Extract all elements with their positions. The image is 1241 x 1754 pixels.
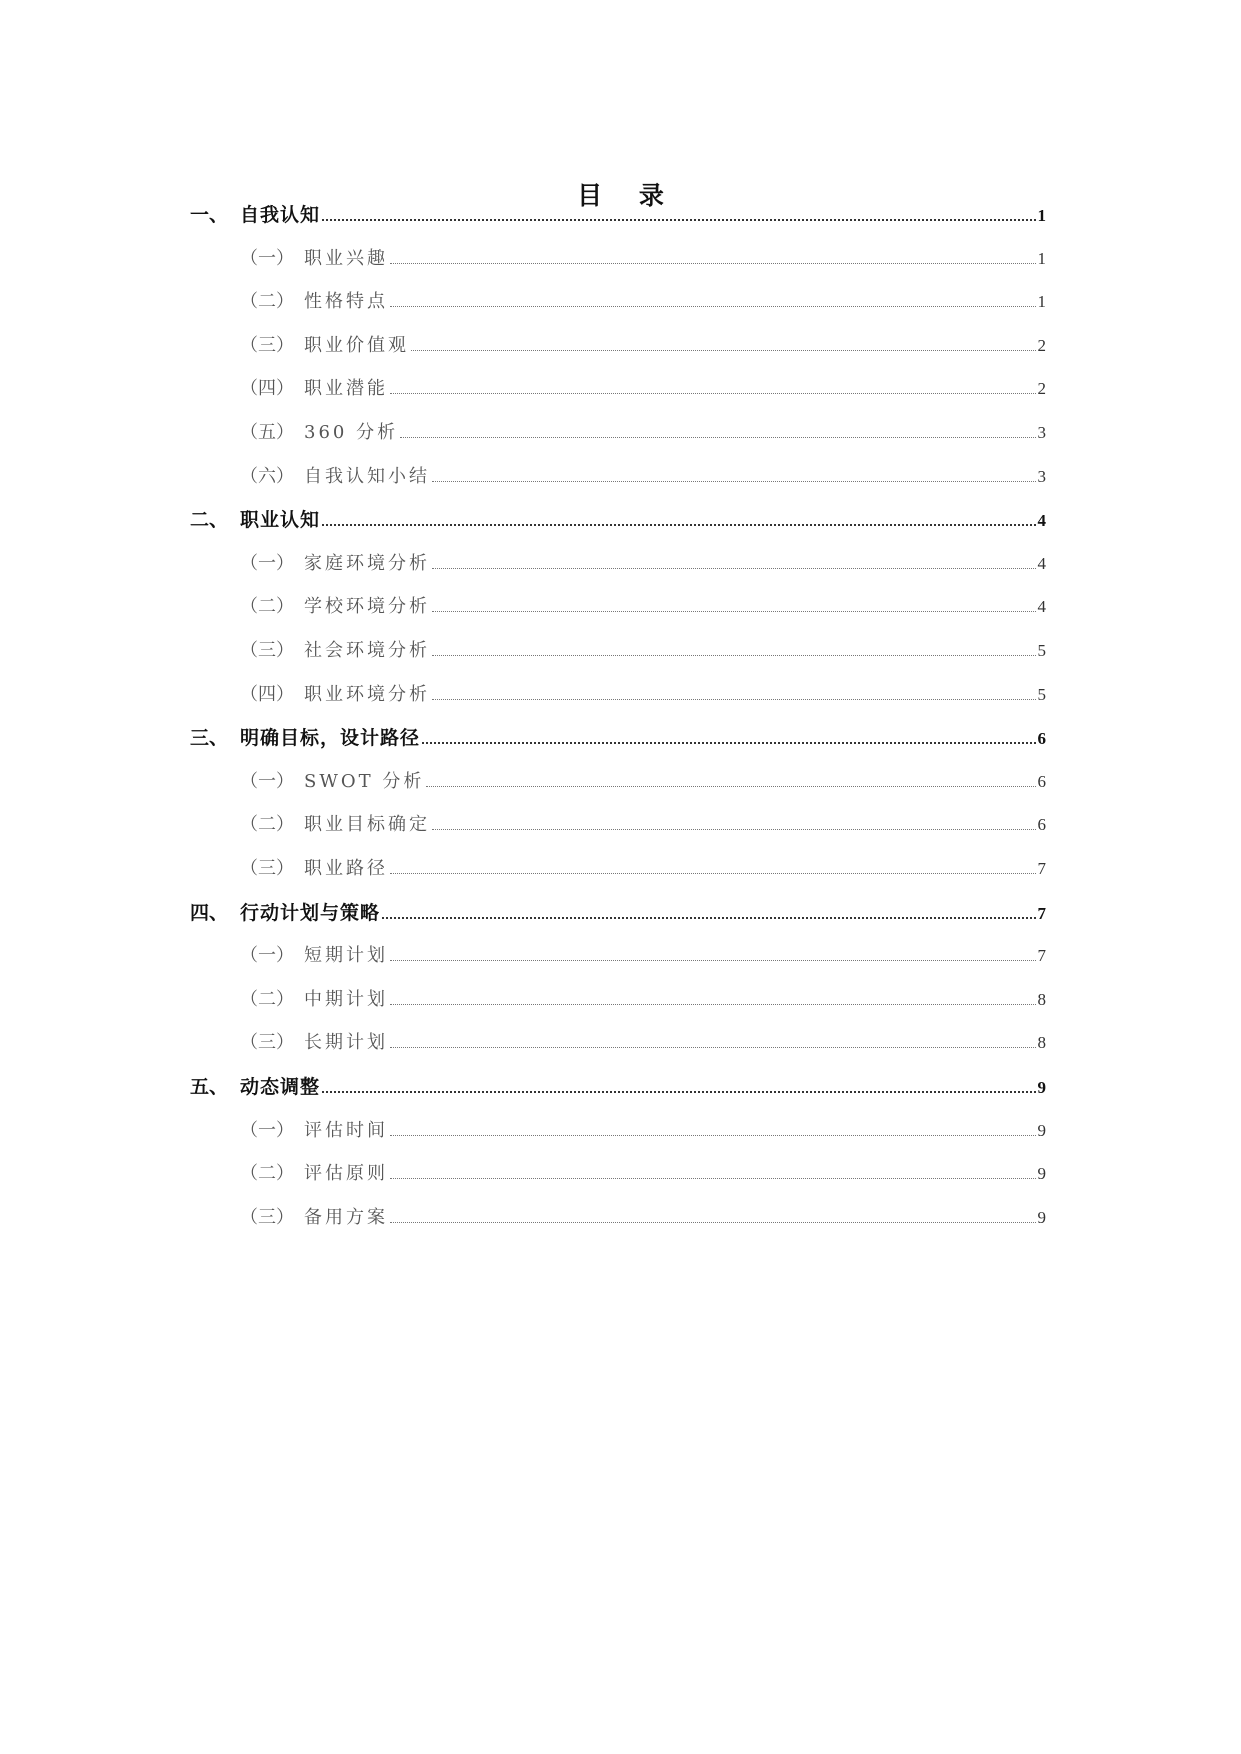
toc-entry-number: 二、 [190, 509, 229, 532]
toc-entry-title: 职业认知 [240, 509, 321, 532]
toc-dot-leader [432, 654, 1036, 656]
toc-dot-leader [426, 785, 1035, 787]
toc-page-number: 6 [1037, 729, 1046, 749]
toc-entry-title: 长期计划 [304, 1032, 388, 1054]
toc-entry-title: 短期计划 [304, 945, 388, 967]
toc-entry-number: （三） [240, 640, 294, 661]
toc-page-number: 3 [1037, 423, 1046, 442]
toc-dot-leader [390, 1221, 1036, 1223]
toc-entry-number: （五） [240, 422, 294, 443]
toc-page-number: 4 [1037, 511, 1046, 531]
toc-dot-leader [432, 828, 1036, 830]
toc-entry-number: （三） [240, 334, 294, 356]
toc-dot-leader [322, 218, 1035, 221]
toc-entry-title: 行动计划与策略 [240, 901, 381, 924]
toc-chapter-entry[interactable] [190, 898, 1046, 928]
toc-section-entry[interactable] [240, 1028, 1046, 1058]
toc-page-number: 9 [1037, 1078, 1046, 1097]
toc-entry-title: 学校环境分析 [304, 596, 430, 618]
toc-entry-title: 职业兴趣 [304, 247, 388, 269]
toc-entry-number: （三） [240, 858, 294, 879]
toc-page-number: 8 [1037, 1033, 1046, 1053]
toc-section-entry[interactable] [240, 985, 1046, 1015]
toc-dot-leader [390, 872, 1036, 874]
toc-dot-leader [390, 959, 1036, 961]
toc-entry-number: 三、 [190, 727, 229, 750]
toc-page-number: 7 [1037, 859, 1046, 878]
toc-page-number: 8 [1037, 989, 1046, 1009]
toc-page-number: 4 [1037, 553, 1046, 573]
toc-dot-leader [432, 480, 1036, 482]
toc-page-number: 7 [1037, 903, 1046, 923]
toc-entry-title: 评估时间 [304, 1119, 388, 1141]
toc-section-entry[interactable] [240, 680, 1046, 710]
toc-dot-leader [390, 1003, 1036, 1005]
toc-section-entry[interactable] [240, 244, 1046, 274]
toc-entry-number: （一） [240, 552, 294, 574]
toc-page-number: 6 [1037, 815, 1046, 835]
toc-entry-title: 职业潜能 [304, 378, 388, 400]
toc-page-number: 5 [1037, 684, 1046, 704]
toc-section-entry[interactable] [240, 549, 1046, 579]
toc-entry-number: （一） [240, 770, 294, 792]
toc-entry-number: （一） [240, 1119, 294, 1141]
toc-dot-leader [382, 916, 1035, 919]
toc-entry-title: 职业环境分析 [304, 683, 430, 705]
toc-page-number: 7 [1037, 946, 1046, 966]
toc-dot-leader [390, 305, 1036, 307]
toc-section-entry[interactable] [240, 810, 1046, 840]
toc-dot-leader [432, 567, 1036, 569]
toc-entry-number: （二） [240, 988, 294, 1010]
toc-page-number: 9 [1037, 1120, 1046, 1140]
toc-dot-leader [322, 1090, 1035, 1093]
toc-entry-title: 家庭环境分析 [304, 552, 430, 574]
toc-entry-number: （四） [240, 378, 294, 400]
toc-chapter-entry[interactable] [190, 723, 1046, 753]
toc-entry-number: （二） [240, 291, 294, 313]
toc-section-entry[interactable] [240, 374, 1046, 404]
toc-page-number: 1 [1037, 206, 1046, 225]
toc-page-number: 4 [1037, 597, 1046, 617]
toc-dot-leader [390, 1177, 1036, 1179]
toc-entry-title: 社会环境分析 [304, 640, 430, 661]
toc-section-entry[interactable] [240, 941, 1046, 971]
toc-entry-number: （二） [240, 814, 294, 836]
toc-entry-number: 一、 [190, 204, 229, 226]
toc-dot-leader [390, 262, 1036, 264]
toc-page-number: 3 [1037, 466, 1046, 486]
toc-dot-leader [390, 1046, 1036, 1048]
toc-dot-leader [432, 698, 1036, 700]
toc-dot-leader [390, 392, 1036, 394]
toc-section-entry[interactable] [240, 1159, 1046, 1189]
toc-section-entry[interactable] [240, 767, 1046, 797]
toc-entry-title: 职业路径 [304, 858, 388, 879]
toc-entry-title: 性格特点 [304, 291, 388, 313]
toc-page-number: 1 [1037, 292, 1046, 312]
toc-section-entry[interactable] [240, 854, 1046, 884]
page-title: 目 录 [577, 181, 678, 210]
toc-entry-title: 职业目标确定 [304, 814, 430, 836]
toc-dot-leader [432, 610, 1036, 612]
toc-entry-title: 评估原则 [304, 1163, 388, 1185]
toc-page-number: 6 [1037, 771, 1046, 791]
toc-entry-number: （六） [240, 465, 294, 487]
toc-entry-number: （四） [240, 683, 294, 705]
toc-entry-number: （二） [240, 596, 294, 618]
toc-dot-leader [400, 436, 1035, 438]
toc-entry-number: （三） [240, 1206, 294, 1228]
toc-entry-number: （一） [240, 247, 294, 269]
toc-page-number: 2 [1037, 335, 1046, 355]
toc-entry-title: 职业价值观 [304, 334, 409, 356]
toc-dot-leader [411, 349, 1036, 351]
toc-dot-leader [422, 741, 1035, 744]
toc-section-entry[interactable] [240, 592, 1046, 622]
toc-section-entry[interactable] [240, 1203, 1046, 1233]
toc-entry-number: 四、 [190, 901, 229, 924]
toc-entry-number: （三） [240, 1032, 294, 1054]
toc-entry-title: 自我认知小结 [304, 465, 430, 487]
toc-page-number: 1 [1037, 248, 1046, 268]
toc-entry-title: 中期计划 [304, 988, 388, 1010]
toc-chapter-entry[interactable] [190, 505, 1046, 535]
toc-page-number: 9 [1037, 1207, 1046, 1227]
toc-chapter-entry[interactable] [190, 1072, 1046, 1102]
toc-entry-number: （一） [240, 945, 294, 967]
toc-section-entry[interactable] [240, 462, 1046, 492]
toc-section-entry[interactable] [240, 287, 1046, 317]
toc-dot-leader [390, 1134, 1036, 1136]
toc-entry-title: 自我认知 [240, 204, 321, 226]
toc-section-entry[interactable] [240, 418, 1046, 448]
toc-page-number: 9 [1037, 1164, 1046, 1184]
toc-dot-leader [322, 523, 1035, 526]
toc-entry-title: 明确目标，设计路径 [240, 727, 421, 750]
toc-chapter-entry[interactable] [190, 200, 1046, 230]
toc-entry-number: （二） [240, 1163, 294, 1185]
toc-section-entry[interactable] [240, 331, 1046, 361]
toc-entry-title: 备用方案 [304, 1206, 388, 1228]
toc-entry-title: SWOT 分析 [304, 770, 425, 792]
toc-page-number: 2 [1037, 379, 1046, 399]
toc-entry-title: 360 分析 [304, 422, 399, 443]
toc-section-entry[interactable] [240, 1116, 1046, 1146]
toc-section-entry[interactable] [240, 636, 1046, 666]
toc-page-number: 5 [1037, 641, 1046, 660]
toc-entry-number: 五、 [190, 1076, 229, 1098]
toc-entry-title: 动态调整 [240, 1076, 321, 1098]
